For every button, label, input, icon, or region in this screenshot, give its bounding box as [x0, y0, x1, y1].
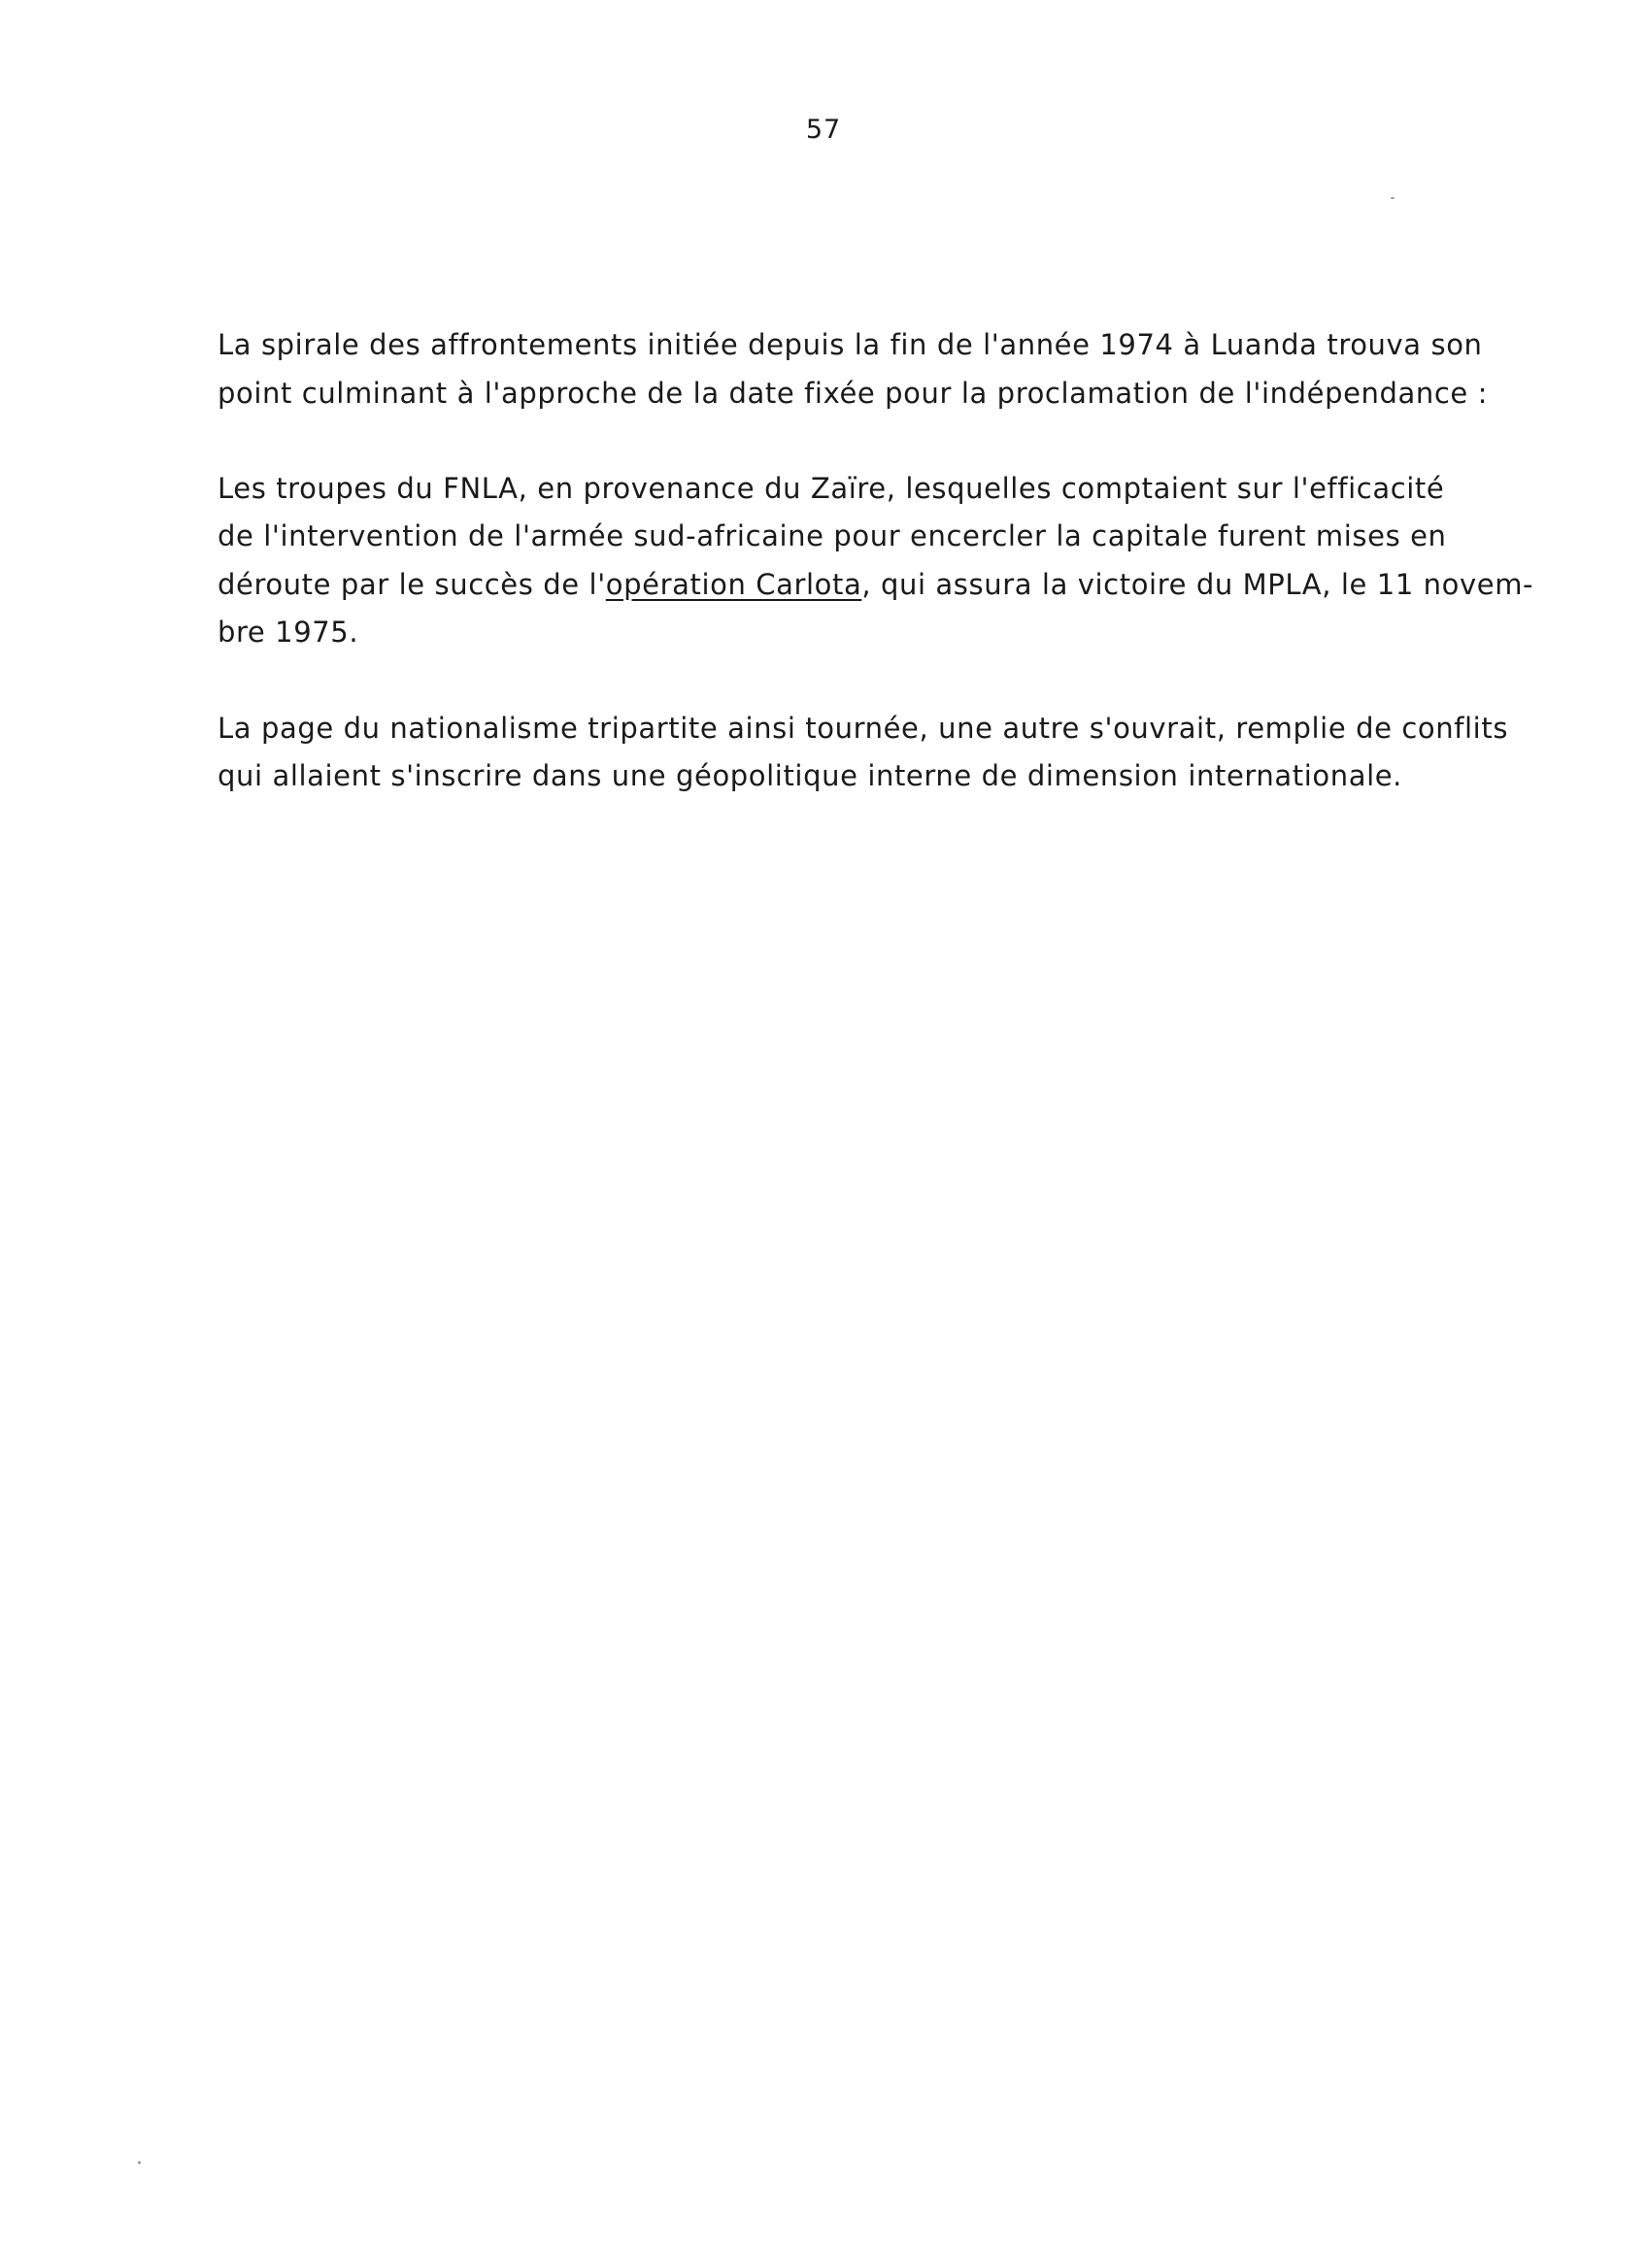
- scan-speck: [1391, 197, 1395, 199]
- text-line: qui allaient s'inscrire dans une géopolitique interne de dimension internationale.: [218, 759, 1402, 792]
- underlined-term: opération Carlota: [605, 568, 862, 601]
- page-number: 57: [805, 115, 842, 145]
- text-line: Les troupes du FNLA, en provenance du Zaïre, lesquelles comptaient sur l'efficacité: [218, 472, 1445, 505]
- text-line: bre 1975.: [218, 616, 359, 649]
- text-line: point culminant à l'approche de la date fixée pour la proclamation de l'indépendance :: [218, 377, 1489, 410]
- text-line: [218, 568, 1533, 601]
- text-line: La spirale des affrontements initiée depuis la fin de l'année 1974 à Luanda trouva son: [218, 328, 1483, 361]
- text-fragment: , qui assura la victoire du MPLA, le 11 novem-: [861, 568, 1534, 601]
- text-line: de l'intervention de l'armée sud-africaine pour encercler la capitale furent mises en: [218, 519, 1447, 552]
- scan-speck: [138, 2161, 141, 2164]
- text-fragment: déroute par le succès de l': [218, 568, 606, 601]
- text-line: La page du nationalisme tripartite ainsi tournée, une autre s'ouvrait, remplie de conflits: [218, 712, 1509, 745]
